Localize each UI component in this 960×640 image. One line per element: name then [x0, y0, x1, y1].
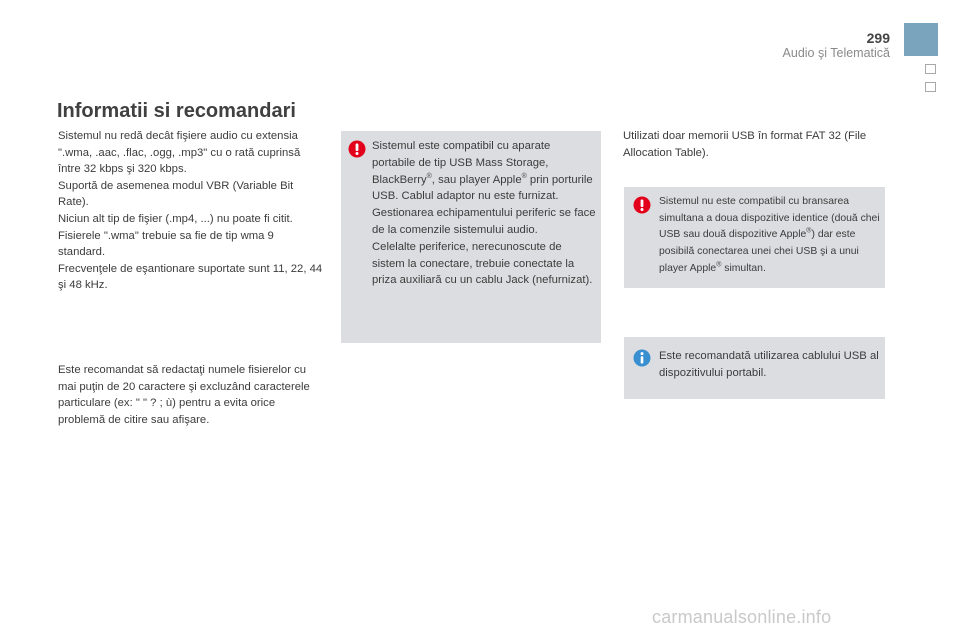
paragraph: Niciun alt tip de fişier (.mp4, ...) nu poate fi citit.: [58, 212, 293, 225]
paragraph: Este recomandat să redactaţi numele fisierelor cu mai puţin de 20 caractere şi excluzând caracterele particulare (ex: " " ? ; ù) pentru a evita orice problemă de citire sau afişare.: [58, 364, 310, 426]
watermark: carmanualsonline.info: [652, 607, 832, 627]
text-segment: prin porturile USB. Cablul adaptor nu este furnizat.: [372, 173, 593, 203]
paragraph: Este recomandată utilizarea cablului USB al dispozitivului portabil.: [659, 350, 879, 379]
usb-format-info: [623, 128, 883, 161]
paragraph: Suportă de asemenea modul VBR (Variable Bit Rate).: [58, 179, 294, 209]
file-naming-info: [58, 362, 323, 428]
paragraph: Gestionarea echipamentului periferic se face de la comenzile sistemului audio.: [372, 207, 596, 236]
registered-mark: ®: [716, 261, 722, 269]
chapter-tab-marker: [925, 82, 936, 92]
paragraph: Celelalte periferice, nerecunoscute de sistem la conectare, trebuie conectate la priza auxiliară cu un cablu Jack (nefurnizat).: [372, 240, 593, 287]
warning-icon: [633, 196, 651, 214]
chapter-tab-marker: [925, 64, 936, 74]
file-format-info: [58, 128, 323, 294]
warning-text: [659, 194, 881, 278]
text-segment: ) dar este posibilă conectarea unei chei USB şi a unui player Apple: [659, 229, 859, 274]
text-segment: Sistemul este compatibil cu aparate portabile de tip USB Mass Storage, BlackBerry: [372, 140, 551, 186]
info-text: [659, 348, 881, 381]
text-segment: , sau player Apple: [431, 173, 522, 186]
paragraph: Utilizati doar memorii USB în format FAT 32 (File Allocation Table).: [623, 130, 867, 159]
text-segment: Sistemul nu este compatibil cu bransarea simultana a doua dispozitive identice (două chei USB sau două dispozitive Apple: [659, 196, 880, 241]
paragraph: Frecvenţele de eşantionare suportate sunt 11, 22, 44 şi 48 kHz.: [58, 262, 323, 292]
warning-box-simultaneous: [624, 187, 885, 288]
info-box-cable: [624, 337, 885, 399]
registered-mark: ®: [521, 172, 527, 180]
info-icon: [633, 349, 651, 367]
warning-box-compatibility: [341, 131, 601, 343]
paragraph: Fisierele ".wma" trebuie sa fie de tip wma 9 standard.: [58, 229, 274, 259]
chapter-tab: [904, 23, 938, 56]
text-segment: simultan.: [721, 262, 766, 274]
warning-text: [372, 138, 596, 289]
registered-mark: ®: [426, 172, 432, 180]
page-number: 299: [866, 30, 890, 46]
warning-icon: [348, 140, 366, 158]
paragraph: Sistemul nu redă decât fişiere audio cu extensia ".wma, .aac, .flac, .ogg, .mp3" cu o rată cuprinsă între 32 kbps şi 320 kbps.: [58, 130, 301, 176]
page-title: Informatii si recomandari: [57, 100, 296, 122]
registered-mark: ®: [806, 227, 812, 235]
section-label: Audio şi Telematică: [782, 46, 890, 60]
